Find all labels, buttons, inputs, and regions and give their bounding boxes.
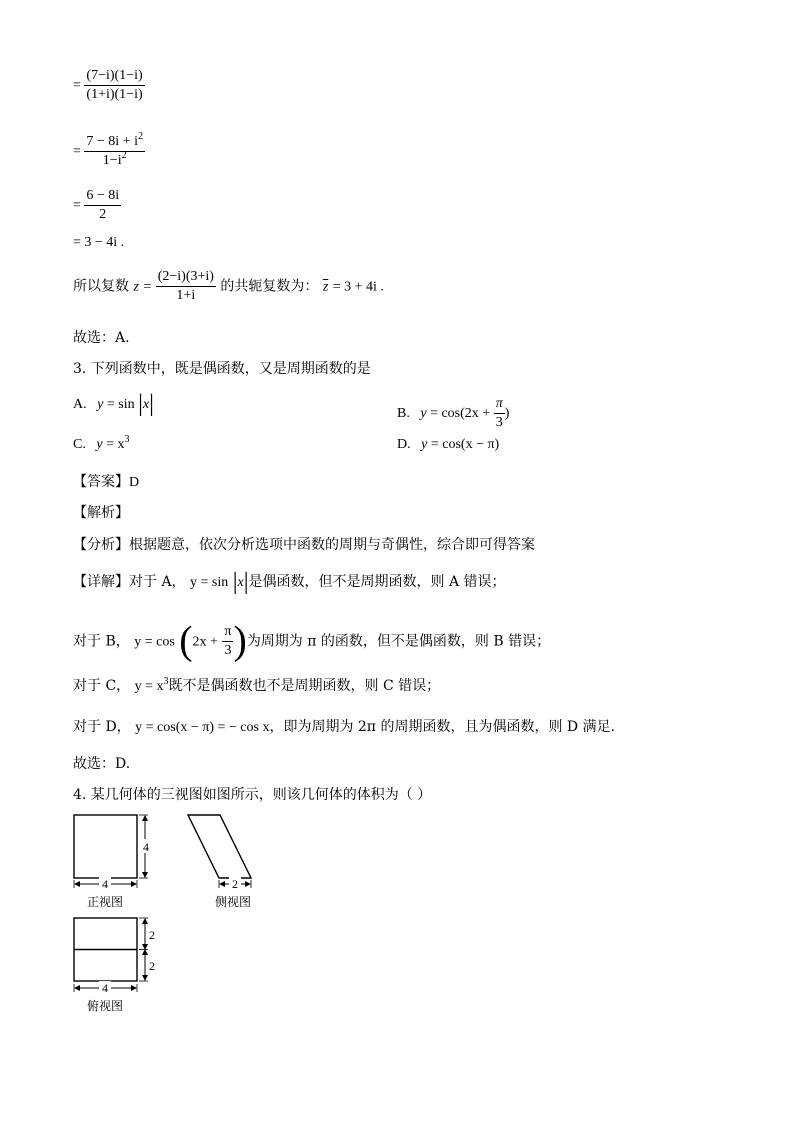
detail-lead: 对于 B， bbox=[73, 633, 130, 650]
option-y: y bbox=[421, 437, 428, 452]
conclusion-result: = 3 + 4i . bbox=[332, 279, 384, 295]
front-view bbox=[74, 815, 152, 909]
detail-lead: 对于 D， bbox=[73, 719, 131, 735]
top-lower-label: 2 bbox=[149, 959, 155, 973]
front-view-square bbox=[74, 815, 137, 878]
detail-exponent: 3 bbox=[163, 676, 169, 687]
numerator: π bbox=[224, 624, 232, 639]
derivation-step-3 bbox=[73, 188, 121, 223]
variable-z: z bbox=[133, 279, 139, 295]
detail-lead: 对于 A， bbox=[129, 574, 186, 590]
option-b bbox=[397, 396, 509, 431]
question-3-stem: 3. 下列函数中，既是偶函数，又是周期函数的是 bbox=[73, 361, 371, 377]
denominator: 3 bbox=[222, 641, 233, 659]
detail-expr: y = cos bbox=[134, 634, 175, 650]
detail-lead: 对于 C， bbox=[73, 678, 131, 694]
numerator: π bbox=[495, 396, 503, 411]
numerator-main: 7 − 8i + i bbox=[86, 134, 138, 149]
option-y: y bbox=[420, 405, 427, 421]
fraction bbox=[222, 624, 233, 659]
fenxi-text: 根据题意，依次分析选项中函数的周期与奇偶性，综合即可得答案 bbox=[129, 537, 535, 553]
side-view-parallelogram bbox=[188, 815, 251, 878]
option-letter: A. bbox=[73, 397, 87, 412]
option-expr: = x bbox=[102, 437, 125, 452]
detail-b-line: 对于 B， y = cos (2x + $\frac{\pi}{3}$ )为周期为 π 的函数，但不是偶函数，则 B 错误； bbox=[73, 617, 551, 663]
detail-d-line bbox=[73, 718, 615, 737]
option-arg: x bbox=[142, 397, 150, 412]
side-view bbox=[188, 815, 251, 909]
three-view-figure bbox=[60, 808, 270, 1020]
top-view bbox=[74, 918, 155, 1013]
fraction bbox=[156, 269, 216, 304]
conclusion-mid: 的共轭复数为： bbox=[220, 278, 319, 295]
denominator: 1+i bbox=[156, 286, 216, 304]
top-width-label: 4 bbox=[102, 981, 108, 995]
option-c bbox=[73, 436, 129, 454]
answer-value: D bbox=[129, 475, 140, 490]
fraction bbox=[84, 188, 121, 223]
denominator bbox=[84, 151, 145, 169]
numerator-exponent: 2 bbox=[137, 131, 143, 142]
detail-a-line: 【详解】对于 A， y = sin |x|是偶函数，但不是周期函数，则 A 错误； bbox=[73, 569, 506, 595]
detail-tail: ，即为周期为 2π 的周期函数，且为偶函数，则 D 满足. bbox=[269, 719, 616, 735]
derivation-step-4: = 3 − 4i . bbox=[73, 235, 125, 250]
fraction bbox=[494, 396, 505, 431]
numerator bbox=[84, 131, 145, 151]
front-width-label: 4 bbox=[102, 877, 108, 891]
denominator: 3 bbox=[494, 413, 505, 431]
derivation-step-2 bbox=[73, 131, 145, 169]
fraction bbox=[84, 68, 144, 103]
fraction bbox=[84, 131, 145, 169]
select-d: 故选：D. bbox=[73, 756, 131, 772]
option-exponent: 3 bbox=[124, 434, 130, 445]
option-y: y bbox=[96, 437, 103, 452]
conjugate-z: $\overline{z}$ bbox=[322, 279, 329, 295]
fenxi-line bbox=[73, 536, 535, 554]
detail-inner: 2x + bbox=[192, 634, 218, 650]
detail-expr: y = x bbox=[134, 679, 164, 694]
answer-line bbox=[73, 473, 139, 492]
answer-select-q2: 故选：A. bbox=[73, 330, 130, 346]
question-4-stem: 4. 某几何体的三视图如图所示，则该几何体的体积为（ ） bbox=[73, 787, 432, 803]
equals-sign: = bbox=[73, 143, 81, 159]
option-letter: D. bbox=[397, 437, 411, 452]
denominator-main: 1−i bbox=[102, 153, 122, 169]
front-height-label: 4 bbox=[143, 840, 149, 854]
option-letter: C. bbox=[73, 437, 86, 452]
fenxi-tag: 【分析】 bbox=[73, 537, 129, 553]
option-d bbox=[397, 436, 499, 454]
option-y: y bbox=[97, 397, 104, 412]
option-expr: = cos(2x + bbox=[426, 405, 494, 421]
numerator: 6 − 8i bbox=[86, 188, 120, 203]
detail-c-line bbox=[73, 677, 440, 696]
answer-tag: 【答案】 bbox=[73, 474, 129, 490]
analysis-tag: 【解析】 bbox=[73, 505, 129, 521]
numerator: (7−i)(1−i) bbox=[86, 68, 143, 83]
equals-sign: = bbox=[143, 279, 152, 295]
option-expr-end: ) bbox=[504, 405, 510, 421]
detail-expr: y = cos(x − π) = − cos x bbox=[135, 720, 270, 735]
denominator-exponent: 2 bbox=[121, 150, 127, 162]
conclusion-lead: 所以复数 bbox=[73, 278, 129, 295]
side-view-label: 侧视图 bbox=[214, 895, 252, 909]
option-expr: = cos(x − π) bbox=[427, 437, 500, 452]
top-view-label: 俯视图 bbox=[86, 999, 124, 1013]
equals-sign: = bbox=[73, 77, 81, 93]
denominator: 2 bbox=[84, 205, 121, 223]
option-a: A. y = sin |x| bbox=[73, 391, 154, 417]
option-expr: = sin bbox=[103, 397, 135, 412]
derivation-step-1 bbox=[73, 68, 145, 103]
top-upper-label: 2 bbox=[149, 928, 155, 942]
equals-sign: = bbox=[73, 197, 81, 213]
conclusion-line bbox=[73, 269, 384, 304]
detail-tail: 为周期为 π 的函数，但不是偶函数，则 B 错误； bbox=[246, 633, 551, 650]
option-letter: B. bbox=[397, 405, 410, 421]
detail-expr: y = sin bbox=[190, 575, 229, 590]
detail-tag: 【详解】 bbox=[73, 574, 129, 590]
side-width-label: 2 bbox=[232, 877, 238, 891]
numerator: (2−i)(3+i) bbox=[157, 269, 214, 284]
front-view-label: 正视图 bbox=[86, 895, 124, 909]
denominator: (1+i)(1−i) bbox=[86, 87, 143, 103]
detail-tail: 是偶函数，但不是周期函数，则 A 错误； bbox=[248, 574, 506, 590]
detail-arg: x bbox=[237, 575, 244, 590]
detail-tail: 既不是偶函数也不是周期函数，则 C 错误； bbox=[168, 678, 441, 694]
